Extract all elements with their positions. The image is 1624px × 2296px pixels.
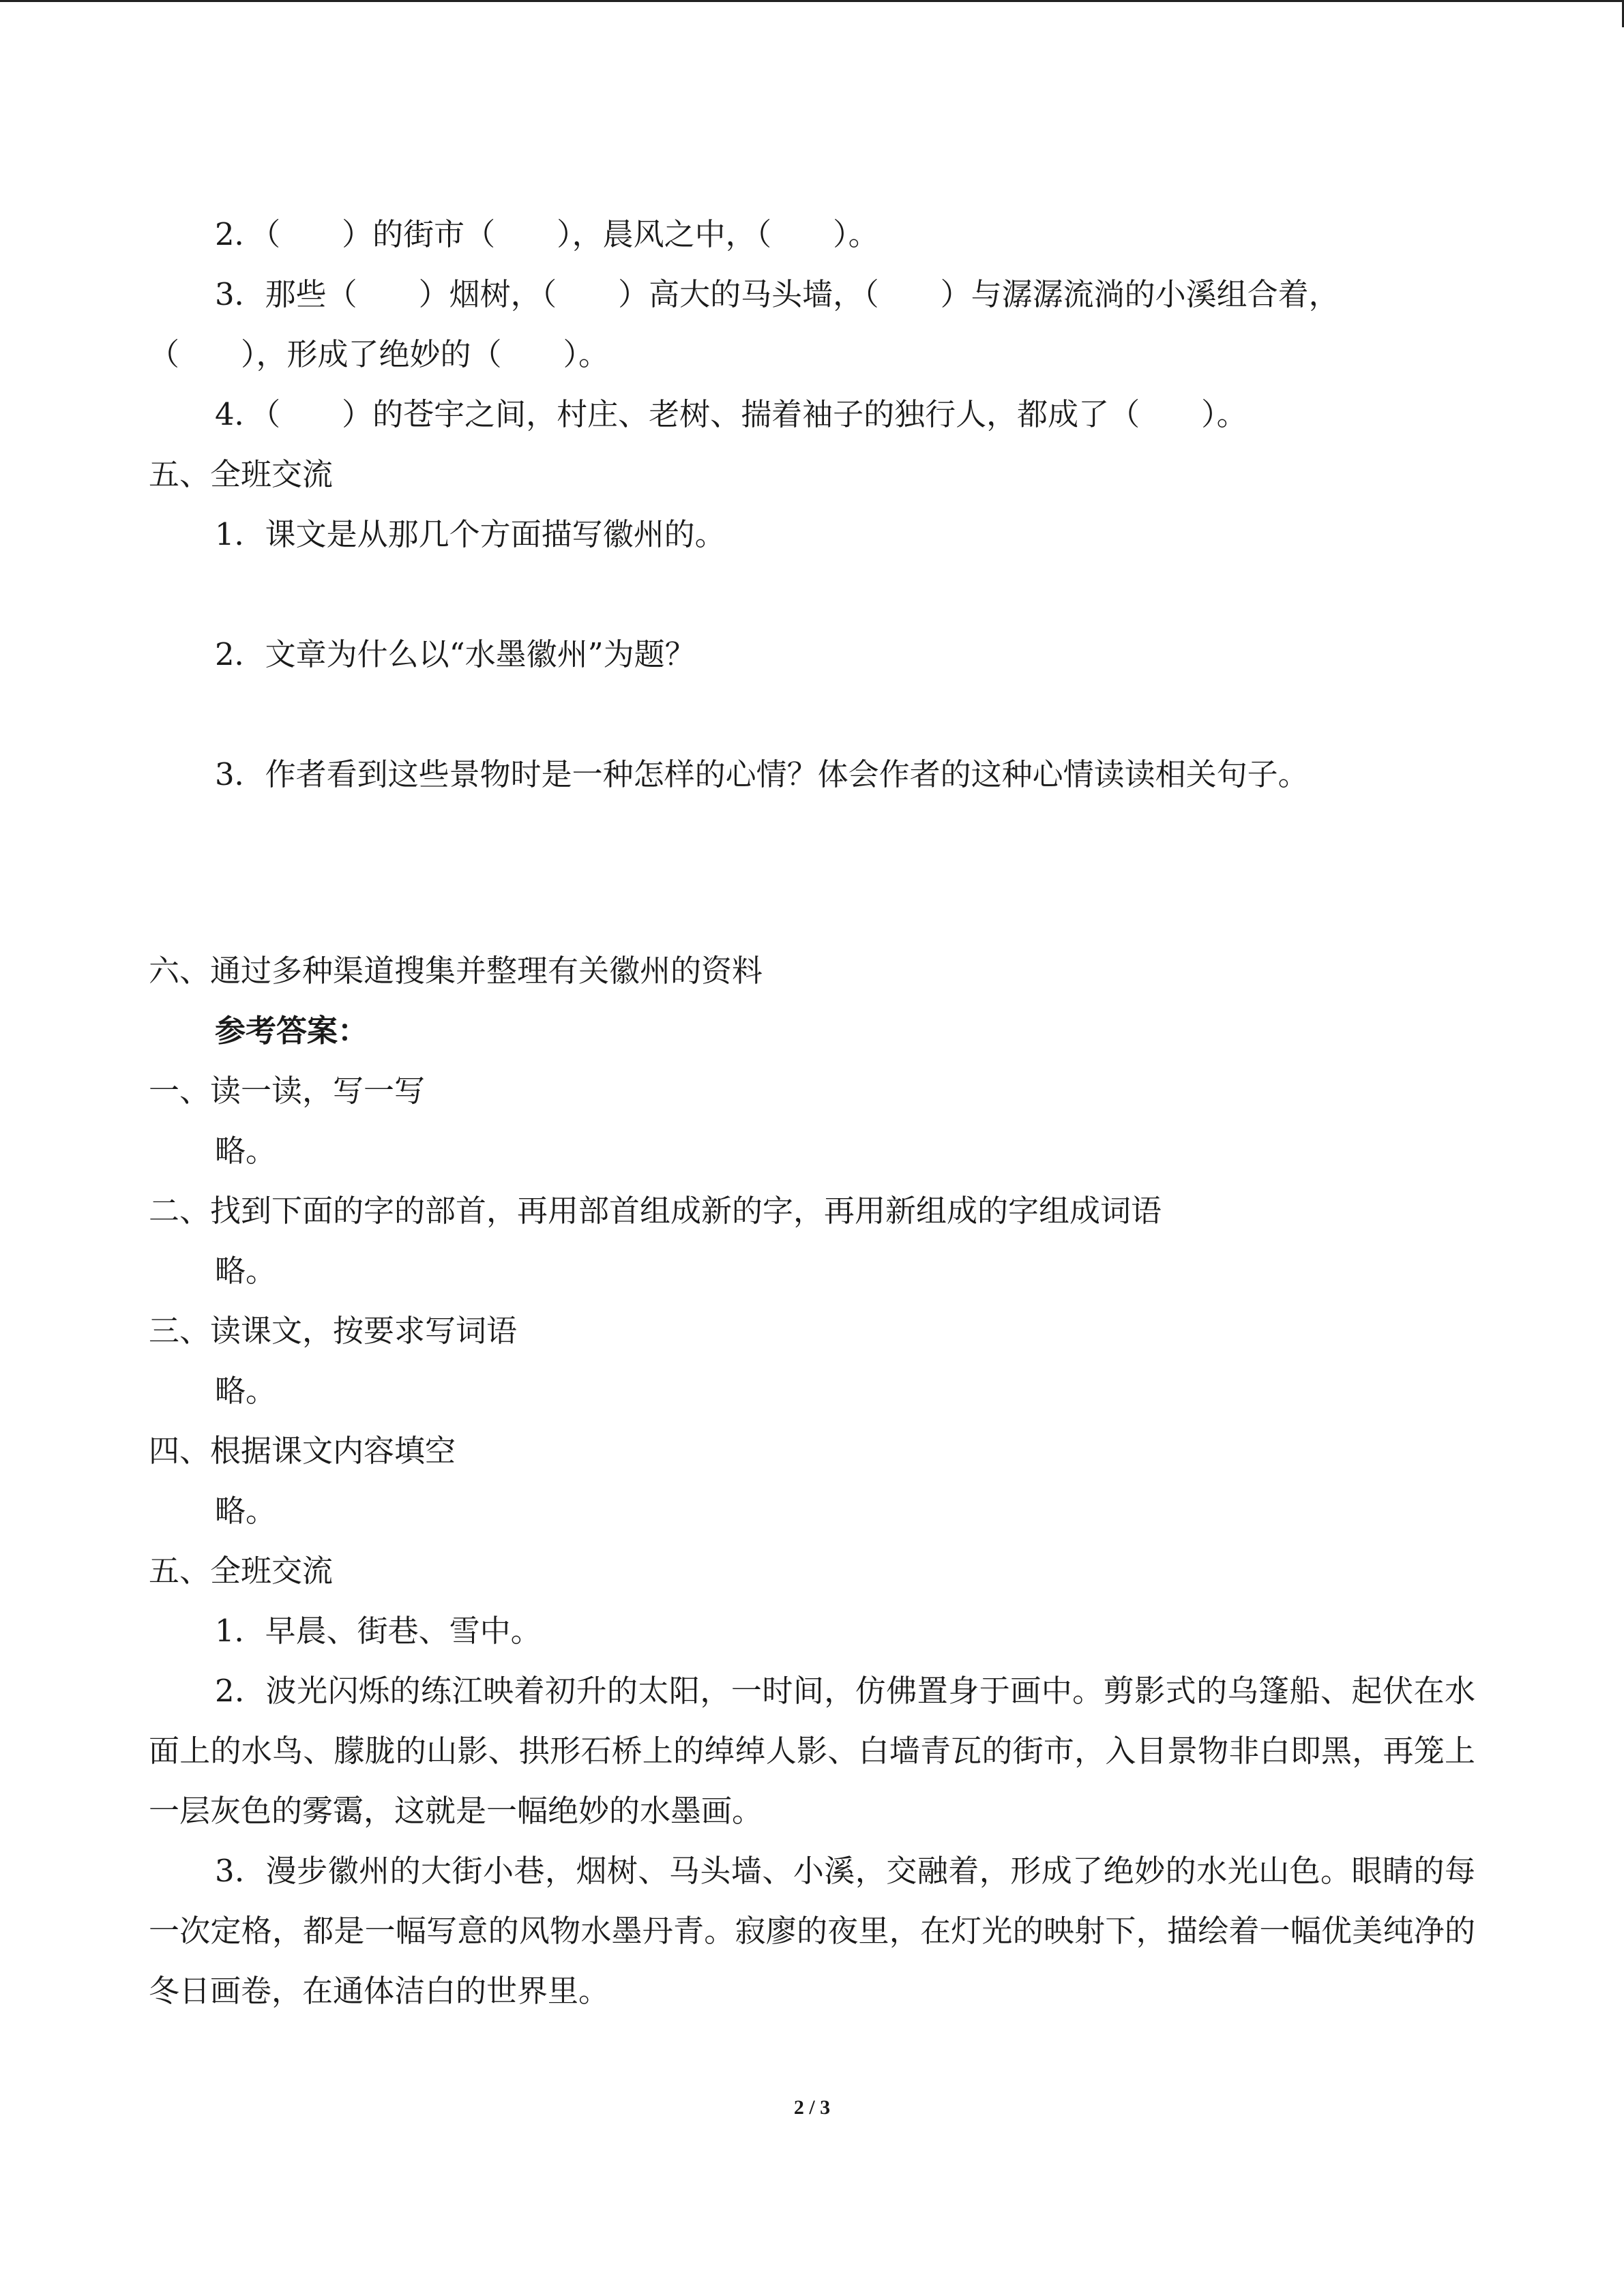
answer-section-2-body: 略。 xyxy=(215,1253,277,1289)
section-5-question-1: 1．课文是从那几个方面描写徽州的。 xyxy=(215,516,726,552)
answer-5-item-2: 2．波光闪烁的练江映着初升的太阳，一时间，仿佛置身于画中。剪影式的乌篷船、起伏在水面上的水鸟、朦胧的山影、拱形石桥上的绰绰人影、白墙青瓦的街市，入目景物非白即黑，再笼上一层灰色的雾霭，这就是一幅绝妙的水墨画。 xyxy=(149,1673,1475,1829)
answer-section-3-body: 略。 xyxy=(215,1373,277,1409)
answer-5-item-3: 3．漫步徽州的大街小巷，烟树、马头墙、小溪，交融着，形成了绝妙的水光山色。眼睛的每一次定格，都是一幅写意的风物水墨丹青。寂廖的夜里，在灯光的映射下，描绘着一幅优美纯净的冬日画卷，在通体洁白的世界里。 xyxy=(149,1853,1475,2009)
document-body xyxy=(149,205,1475,2021)
page-top-border xyxy=(0,0,1624,2)
answer-space xyxy=(149,805,1475,941)
answer-space xyxy=(149,565,1475,625)
section-5-question-3: 3．作者看到这些景物时是一种怎样的心情？体会作者的这种心情读读相关句子。 xyxy=(215,756,1309,792)
answer-section-2-heading: 二、找到下面的字的部首，再用部首组成新的字，再用新组成的字组成词语 xyxy=(149,1193,1162,1229)
answer-section-5-heading: 五、全班交流 xyxy=(149,1553,334,1589)
answer-section-4-heading: 四、根据课文内容填空 xyxy=(149,1433,456,1469)
answer-5-item-1: 1．早晨、街巷、雪中。 xyxy=(215,1613,542,1649)
answer-section-4-body: 略。 xyxy=(215,1493,277,1529)
answer-space xyxy=(149,685,1475,745)
section-6-heading: 六、通过多种渠道搜集并整理有关徽州的资料 xyxy=(149,953,763,989)
section-5-question-2: 2．文章为什么以“水墨徽州”为题？ xyxy=(215,636,696,672)
answer-section-3-heading: 三、读课文，按要求写词语 xyxy=(149,1313,518,1349)
fill-item-3-line-2: （ ），形成了绝妙的（ ）。 xyxy=(149,336,610,372)
fill-item-3-line-1: 3．那些（ ）烟树，（ ）高大的马头墙，（ ）与潺潺流淌的小溪组合着， xyxy=(215,276,1340,312)
fill-item-4: 4．（ ）的苍宇之间，村庄、老树、揣着袖子的独行人，都成了（ ）。 xyxy=(215,396,1247,432)
page-number: 2 / 3 xyxy=(793,2096,831,2119)
answer-section-1-heading: 一、读一读，写一写 xyxy=(149,1073,426,1109)
section-5-heading: 五、全班交流 xyxy=(149,456,334,492)
answer-section-1-body: 略。 xyxy=(215,1133,277,1169)
answers-title: 参考答案： xyxy=(215,1013,369,1049)
fill-item-2: 2．（ ）的街市（ ），晨风之中，（ ）。 xyxy=(215,216,879,252)
